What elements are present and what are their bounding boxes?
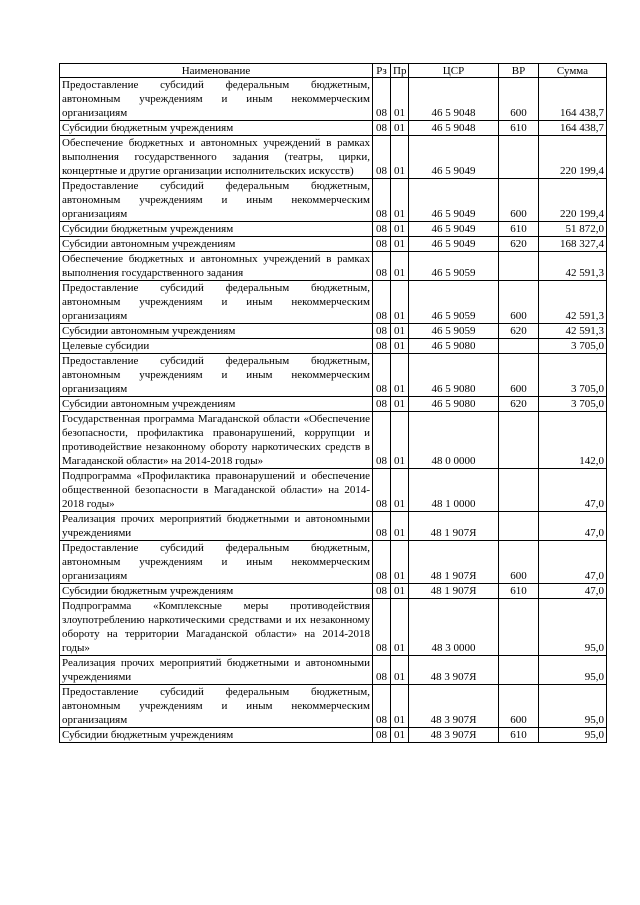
cell-vr: 620: [499, 237, 539, 252]
cell-name: Субсидии автономным учреждениям: [60, 237, 373, 252]
cell-vr: [499, 136, 539, 179]
cell-vr: 620: [499, 324, 539, 339]
cell-vr: [499, 599, 539, 656]
budget-table: [59, 63, 607, 743]
cell-sum: 95,0: [539, 685, 607, 728]
table-row: [60, 281, 607, 324]
table-row: [60, 136, 607, 179]
cell-sum: 95,0: [539, 656, 607, 685]
cell-pr: 01: [391, 728, 409, 743]
table-row: [60, 541, 607, 584]
table-header: [60, 64, 607, 78]
table-row: [60, 512, 607, 541]
cell-sum: 3 705,0: [539, 397, 607, 412]
cell-csr: 46 5 9049: [409, 179, 499, 222]
cell-pr: 01: [391, 121, 409, 136]
cell-csr: 48 3 0000: [409, 599, 499, 656]
cell-vr: 600: [499, 78, 539, 121]
cell-sum: 51 872,0: [539, 222, 607, 237]
table-row: [60, 222, 607, 237]
cell-sum: 42 591,3: [539, 324, 607, 339]
cell-sum: 42 591,3: [539, 252, 607, 281]
cell-rz: 08: [373, 512, 391, 541]
cell-csr: 46 5 9048: [409, 78, 499, 121]
cell-sum: 3 705,0: [539, 339, 607, 354]
table-row: [60, 412, 607, 469]
cell-pr: 01: [391, 512, 409, 541]
cell-csr: 46 5 9059: [409, 281, 499, 324]
cell-pr: 01: [391, 412, 409, 469]
cell-rz: 08: [373, 136, 391, 179]
cell-pr: 01: [391, 685, 409, 728]
cell-pr: 01: [391, 656, 409, 685]
cell-pr: 01: [391, 324, 409, 339]
cell-sum: 95,0: [539, 728, 607, 743]
cell-pr: 01: [391, 136, 409, 179]
cell-csr: 46 5 9049: [409, 222, 499, 237]
cell-vr: 610: [499, 222, 539, 237]
cell-pr: 01: [391, 599, 409, 656]
table-row: [60, 685, 607, 728]
cell-csr: 48 1 0000: [409, 469, 499, 512]
cell-name: Государственная программа Магаданской области «Обеспечение безопасности, профилактика правонарушений, коррупции и противодействие незаконному обороту наркотических средств в Магаданской области» на 2014-2018 годы»: [60, 412, 373, 469]
cell-rz: 08: [373, 281, 391, 324]
cell-sum: 220 199,4: [539, 136, 607, 179]
cell-pr: 01: [391, 469, 409, 512]
cell-name: Субсидии бюджетным учреждениям: [60, 222, 373, 237]
cell-name: Реализация прочих мероприятий бюджетными и автономными учреждениями: [60, 512, 373, 541]
cell-pr: 01: [391, 179, 409, 222]
cell-rz: 08: [373, 78, 391, 121]
table-row: [60, 252, 607, 281]
cell-name: Субсидии бюджетным учреждениям: [60, 728, 373, 743]
cell-name: Предоставление субсидий федеральным бюджетным, автономным учреждениям и иным некоммерческим организациям: [60, 281, 373, 324]
table-row: [60, 78, 607, 121]
cell-name: Предоставление субсидий федеральным бюджетным, автономным учреждениям и иным некоммерческим организациям: [60, 78, 373, 121]
cell-vr: [499, 656, 539, 685]
cell-sum: 168 327,4: [539, 237, 607, 252]
cell-pr: 01: [391, 281, 409, 324]
cell-sum: 164 438,7: [539, 78, 607, 121]
cell-pr: 01: [391, 222, 409, 237]
cell-name: Реализация прочих мероприятий бюджетными и автономными учреждениями: [60, 656, 373, 685]
cell-csr: 48 1 907Я: [409, 512, 499, 541]
cell-sum: 95,0: [539, 599, 607, 656]
cell-csr: 48 1 907Я: [409, 541, 499, 584]
cell-csr: 46 5 9080: [409, 354, 499, 397]
cell-rz: 08: [373, 252, 391, 281]
table-row: [60, 339, 607, 354]
cell-name: Подпрограмма «Комплексные меры противодействия злоупотреблению наркотическими средствами и их незаконному обороту на территории Магаданской области» на 2014-2018 годы»: [60, 599, 373, 656]
cell-csr: 48 3 907Я: [409, 685, 499, 728]
cell-csr: 46 5 9080: [409, 397, 499, 412]
cell-sum: 220 199,4: [539, 179, 607, 222]
cell-vr: [499, 469, 539, 512]
cell-rz: 08: [373, 237, 391, 252]
column-header-sum: Сумма: [539, 64, 607, 78]
table-row: [60, 728, 607, 743]
cell-csr: 46 5 9059: [409, 324, 499, 339]
cell-name: Субсидии автономным учреждениям: [60, 397, 373, 412]
column-header-rz: Рз: [373, 64, 391, 78]
column-header-pr: Пр: [391, 64, 409, 78]
cell-csr: 48 1 907Я: [409, 584, 499, 599]
cell-vr: 610: [499, 728, 539, 743]
table-row: [60, 469, 607, 512]
cell-vr: 600: [499, 179, 539, 222]
table-row: [60, 656, 607, 685]
cell-name: Субсидии автономным учреждениям: [60, 324, 373, 339]
cell-sum: 47,0: [539, 584, 607, 599]
cell-name: Обеспечение бюджетных и автономных учреждений в рамках выполнения государственного задания (театры, цирки, концертные и другие организации исполнительских искусств): [60, 136, 373, 179]
cell-name: Предоставление субсидий федеральным бюджетным, автономным учреждениям и иным некоммерческим организациям: [60, 179, 373, 222]
cell-csr: 48 3 907Я: [409, 656, 499, 685]
cell-rz: 08: [373, 728, 391, 743]
cell-vr: 600: [499, 354, 539, 397]
cell-vr: 620: [499, 397, 539, 412]
header-row: [60, 64, 607, 78]
cell-sum: 47,0: [539, 512, 607, 541]
cell-vr: 600: [499, 685, 539, 728]
cell-rz: 08: [373, 179, 391, 222]
cell-rz: 08: [373, 599, 391, 656]
cell-sum: 42 591,3: [539, 281, 607, 324]
cell-vr: [499, 512, 539, 541]
cell-name: Предоставление субсидий федеральным бюджетным, автономным учреждениям и иным некоммерческим организациям: [60, 685, 373, 728]
cell-vr: 600: [499, 541, 539, 584]
cell-rz: 08: [373, 541, 391, 584]
cell-csr: 46 5 9080: [409, 339, 499, 354]
cell-csr: 46 5 9049: [409, 237, 499, 252]
cell-rz: 08: [373, 584, 391, 599]
cell-sum: 142,0: [539, 412, 607, 469]
cell-rz: 08: [373, 469, 391, 512]
cell-pr: 01: [391, 397, 409, 412]
table-row: [60, 237, 607, 252]
cell-name: Подпрограмма «Профилактика правонарушений и обеспечение общественной безопасности в Магаданской области» на 2014-2018 годы»: [60, 469, 373, 512]
cell-pr: 01: [391, 584, 409, 599]
cell-pr: 01: [391, 339, 409, 354]
cell-pr: 01: [391, 354, 409, 397]
cell-pr: 01: [391, 252, 409, 281]
cell-name: Целевые субсидии: [60, 339, 373, 354]
cell-vr: [499, 412, 539, 469]
cell-sum: 3 705,0: [539, 354, 607, 397]
cell-rz: 08: [373, 354, 391, 397]
cell-pr: 01: [391, 237, 409, 252]
table-row: [60, 324, 607, 339]
cell-csr: 46 5 9049: [409, 136, 499, 179]
cell-rz: 08: [373, 685, 391, 728]
cell-vr: 610: [499, 584, 539, 599]
cell-vr: 610: [499, 121, 539, 136]
cell-vr: [499, 252, 539, 281]
cell-sum: 47,0: [539, 469, 607, 512]
column-header-csr: ЦСР: [409, 64, 499, 78]
cell-rz: 08: [373, 121, 391, 136]
table-row: [60, 354, 607, 397]
cell-rz: 08: [373, 222, 391, 237]
cell-rz: 08: [373, 397, 391, 412]
cell-name: Предоставление субсидий федеральным бюджетным, автономным учреждениям и иным некоммерческим организациям: [60, 541, 373, 584]
cell-sum: 47,0: [539, 541, 607, 584]
cell-name: Субсидии бюджетным учреждениям: [60, 584, 373, 599]
cell-pr: 01: [391, 541, 409, 584]
cell-name: Субсидии бюджетным учреждениям: [60, 121, 373, 136]
cell-rz: 08: [373, 339, 391, 354]
cell-rz: 08: [373, 656, 391, 685]
cell-name: Предоставление субсидий федеральным бюджетным, автономным учреждениям и иным некоммерческим организациям: [60, 354, 373, 397]
column-header-vr: ВР: [499, 64, 539, 78]
cell-rz: 08: [373, 324, 391, 339]
cell-rz: 08: [373, 412, 391, 469]
table-row: [60, 179, 607, 222]
cell-csr: 46 5 9059: [409, 252, 499, 281]
table-body: [60, 78, 607, 743]
cell-pr: 01: [391, 78, 409, 121]
cell-csr: 48 0 0000: [409, 412, 499, 469]
column-header-name: Наименование: [60, 64, 373, 78]
table-row: [60, 121, 607, 136]
table-row: [60, 584, 607, 599]
cell-name: Обеспечение бюджетных и автономных учреждений в рамках выполнения государственного задания: [60, 252, 373, 281]
table-row: [60, 397, 607, 412]
table-row: [60, 599, 607, 656]
cell-csr: 48 3 907Я: [409, 728, 499, 743]
cell-vr: [499, 339, 539, 354]
cell-vr: 600: [499, 281, 539, 324]
cell-sum: 164 438,7: [539, 121, 607, 136]
cell-csr: 46 5 9048: [409, 121, 499, 136]
